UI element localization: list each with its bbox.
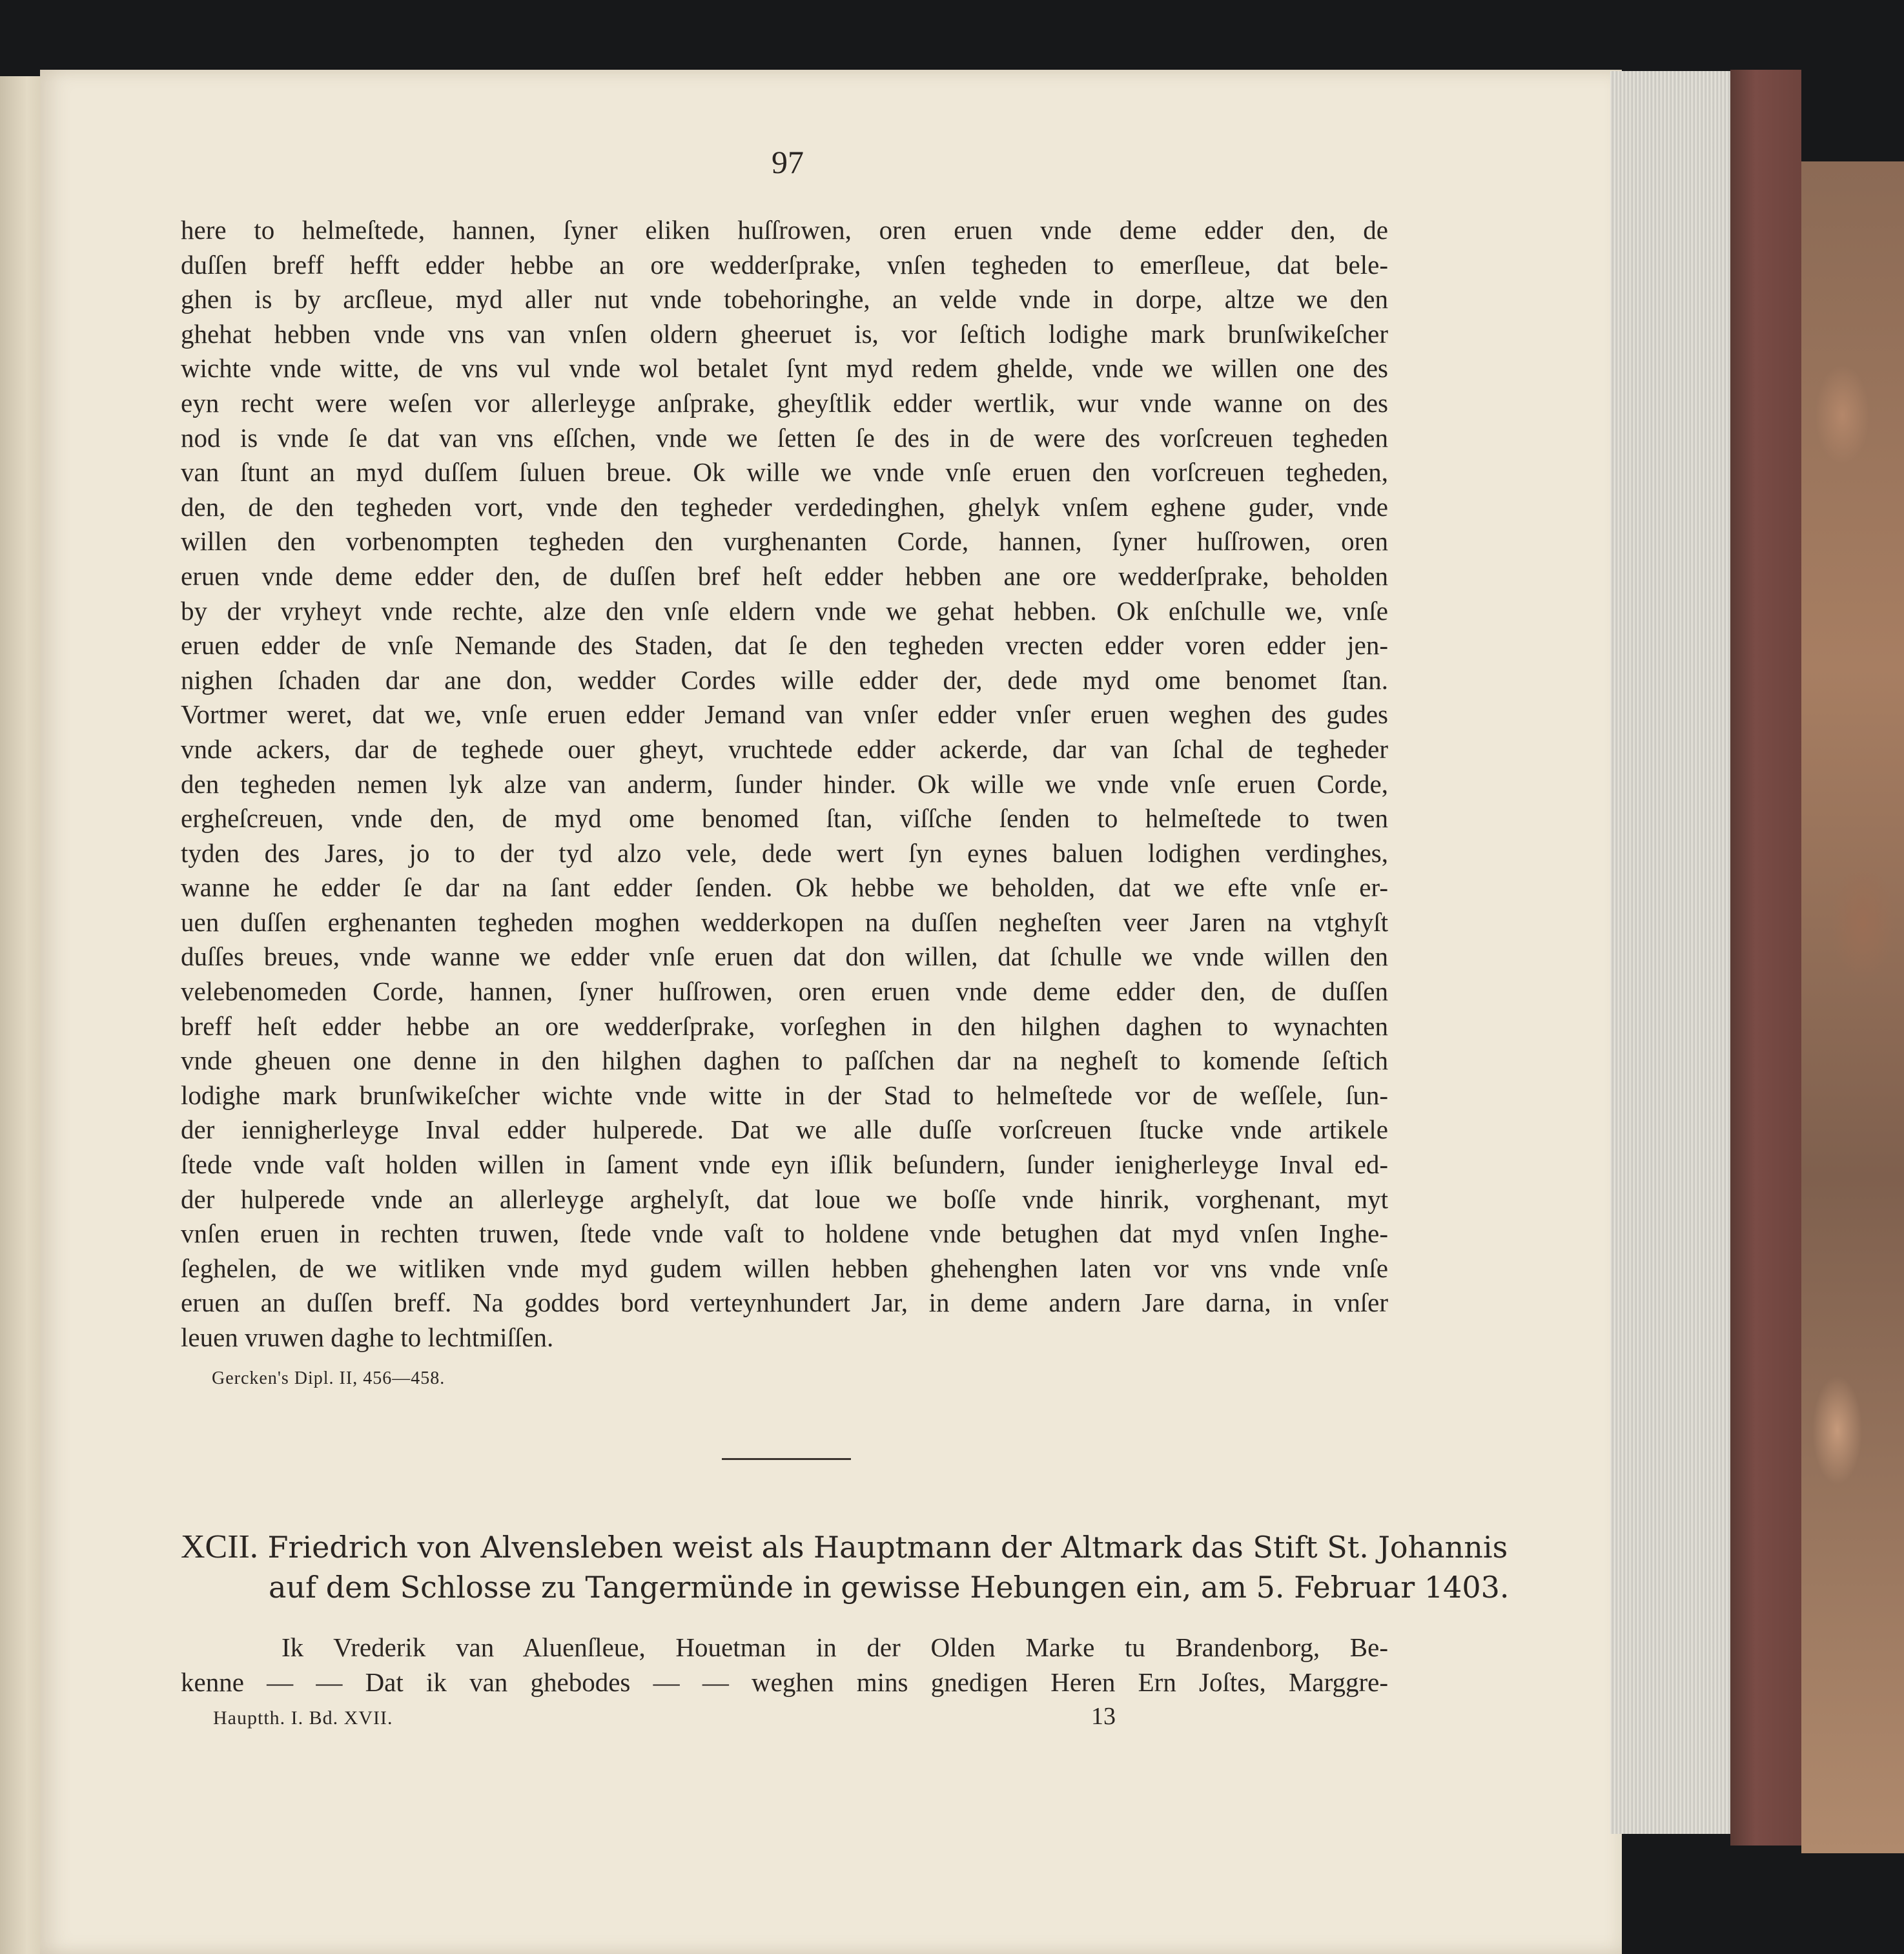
- body-line: eruen vnde deme edder den, de duſſen bref heſt edder hebben ane ore wedderſprake, beholden: [181, 560, 1388, 591]
- document-intro: [181, 1630, 1388, 1700]
- body-line: Vortmer weret, dat we, vnſe eruen edder Jemand van vnſer edder vnſer eruen weghen des gudes: [181, 699, 1388, 730]
- body-line: ergheſcreuen, vnde den, de myd ome benomed ſtan, viſſche ſenden to helmeſtede to twen: [181, 803, 1388, 834]
- body-line: velebenomeden Corde, hannen, ſyner huſſrowen, oren eruen vnde deme edder den, de duſſen: [181, 976, 1388, 1007]
- body-line: der hulperede vnde an allerleyge arghelyſt, dat loue we boſſe vnde hinrik, vorghenant, myt: [181, 1184, 1388, 1214]
- left-page-edge: [0, 76, 45, 1954]
- body-text: [181, 213, 1388, 1392]
- body-line: ghehat hebben vnde vns van vnſen oldern gheeruet is, vor ſeſtich lodighe mark brunſwikeſcher: [181, 318, 1388, 349]
- body-line: vnſen eruen in rechten truwen, ſtede vnde vaſt to holdene vnde betughen dat myd vnſen Inghe-: [181, 1219, 1388, 1249]
- body-line: tyden des Jares, jo to der tyd alzo vele, dede wert ſyn eynes baluen lodighen verdinghes,: [181, 838, 1388, 868]
- body-line: leuen vruwen daghe to lechtmiſſen.: [181, 1322, 554, 1352]
- source-reference: Gercken's Dipl. II, 456—458.: [212, 1368, 445, 1388]
- body-line: willen den vorbenompten tegheden den vurghenanten Corde, hannen, ſyner huſſrowen, oren: [181, 526, 1388, 557]
- body-line: uen duſſen erghenanten tegheden moghen wedderkopen na duſſen negheſten veer Jaren na vtghyſt: [181, 907, 1388, 937]
- footer-sheet-number: 13: [1091, 1703, 1116, 1730]
- document-number: XCII.: [181, 1528, 258, 1565]
- body-line: by der vryheyt vnde rechte, alze den vnſe eldern vnde we gehat hebben. Ok enſchulle we, vnſe: [181, 595, 1388, 626]
- body-line: der iennigherleyge Inval edder hulperede. Dat we alle duſſe vorſcreuen ſtucke vnde artikele: [181, 1115, 1388, 1145]
- body-line: den tegheden nemen lyk alze van anderm, ſunder hinder. Ok wille we vnde vnſe eruen Corde,: [181, 768, 1388, 799]
- intro-line: kenne — — Dat ik van ghebodes — — weghen mins gnedigen Heren Ern Joſtes, Marggre-: [181, 1667, 1388, 1697]
- intro-line: Ik Vrederik van Aluenſleue, Houetman in der Olden Marke tu Brandenborg, Be-: [282, 1632, 1388, 1662]
- heading-line-1: [181, 1527, 1508, 1567]
- body-line: nighen ſchaden dar ane don, wedder Cordes wille edder der, dede myd ome benomet ſtan.: [181, 664, 1388, 695]
- body-line: nod is vnde ſe dat van vns eſſchen, vnde we ſetten ſe des in de were des vorſcreuen tegheden: [181, 422, 1388, 453]
- body-line: eruen an duſſen breff. Na goddes bord verteynhundert Jar, in deme andern Jare darna, in vnſer: [181, 1288, 1388, 1318]
- body-line: wanne he edder ſe dar na ſant edder ſenden. Ok hebbe we beholden, dat we efte vnſe er-: [181, 872, 1388, 903]
- body-line: breff heſt edder hebbe an ore wedderſprake, vorſeghen in den hilghen daghen to wynachten: [181, 1011, 1388, 1041]
- body-line: duſſes breues, vnde wanne we edder vnſe eruen dat don willen, dat ſchulle we vnde willen den: [181, 941, 1388, 972]
- body-line: vnde gheuen one denne in den hilghen daghen to paſſchen dar na negheſt to komende ſeſtich: [181, 1045, 1388, 1076]
- body-line: van ſtunt an myd duſſem ſuluen breue. Ok wille we vnde vnſe eruen den vorſcreuen tegheden,: [181, 457, 1388, 488]
- body-line: eruen edder de vnſe Nemande des Staden, dat ſe den tegheden vrecten edder voren edder jen-: [181, 630, 1388, 661]
- document-heading: [181, 1527, 1510, 1607]
- book-cover: [1730, 70, 1801, 1846]
- body-line: ghen is by arcſleue, myd aller nut vnde tobehoringhe, an velde vnde in dorpe, altze we den: [181, 284, 1388, 314]
- marbled-endpaper: [1801, 161, 1904, 1853]
- page-number: 97: [772, 144, 804, 180]
- body-line: eyn recht were weſen vor allerleyge anſprake, gheyſtlik edder wertlik, wur vnde wanne on des: [181, 387, 1388, 418]
- heading-line-2: auf dem Schlosse zu Tangermünde in gewisse Hebungen ein, am 5. Februar 1403.: [269, 1570, 1510, 1605]
- body-line: lodighe mark brunſwikeſcher wichte vnde witte in der Stad to helmeſtede vor de weſſele, ſun-: [181, 1080, 1388, 1110]
- heading-text-1: Friedrich von Alvensleben weist als Hauptmann der Altmark das Stift St. Johannis: [267, 1530, 1508, 1565]
- footer-signature: Hauptth. I. Bd. XVII.: [213, 1707, 393, 1729]
- page-block-edge: [1610, 71, 1733, 1834]
- body-line: duſſen breff hefft edder hebbe an ore wedderſprake, vnſen tegheden to emerſleue, dat bele-: [181, 249, 1388, 280]
- section-divider: [722, 1458, 851, 1460]
- body-line: den, de den tegheden vort, vnde den tegheder verdedinghen, ghelyk vnſem eghene guder, vnde: [181, 491, 1388, 522]
- body-line: here to helmeſtede, hannen, ſyner eliken huſſrowen, oren eruen vnde deme edder den, de: [181, 215, 1388, 245]
- body-line: ſtede vnde vaſt holden willen in ſament vnde eyn iſlik beſundern, ſunder ienigherleyge Inval ed-: [181, 1149, 1388, 1180]
- body-line: vnde ackers, dar de teghede ouer gheyt, vruchtede edder ackerde, dar van ſchal de tegheder: [181, 734, 1388, 764]
- body-line: wichte vnde witte, de vns vul vnde wol betalet ſynt myd redem ghelde, vnde we willen one des: [181, 353, 1388, 384]
- body-line: ſeghelen, de we witliken vnde myd gudem willen hebben ghehenghen laten vor vns vnde vnſe: [181, 1253, 1388, 1283]
